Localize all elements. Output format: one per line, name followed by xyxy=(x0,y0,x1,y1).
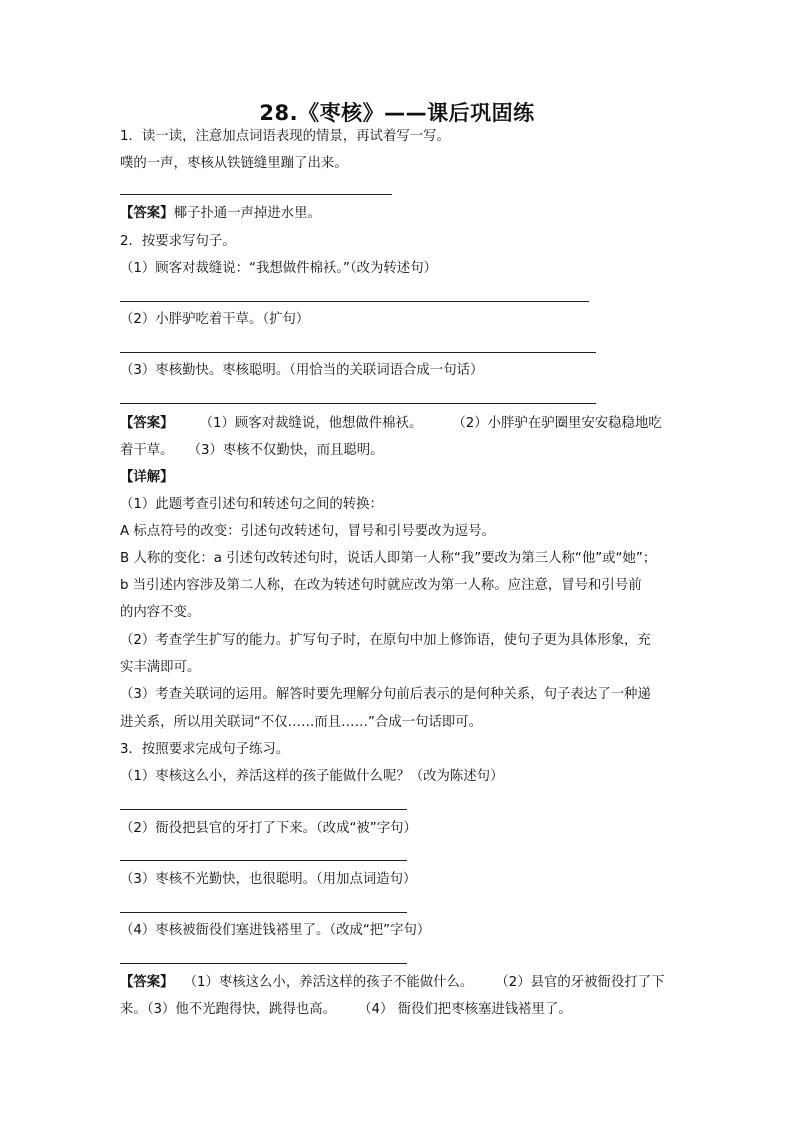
question-2-prompt: 2．按要求写句子。 xyxy=(120,234,236,249)
question-3-answer xyxy=(120,973,665,993)
question-3-sub-1: （1）枣核这么小，养活这样的孩子能做什么呢？（改为陈述句） xyxy=(120,769,504,784)
answer-blank-line xyxy=(120,809,407,810)
answer-blank-line xyxy=(120,403,596,404)
question-2-answer-cont xyxy=(120,441,384,461)
question-1-prompt: 1．读一读，注意加点词语表现的情景，再试着写一写。 xyxy=(120,129,450,144)
detail-line: b 当引述内容涉及第二人称，在改为转述句时就应改为第一人称。应注意，冒号和引号前 xyxy=(120,578,642,593)
question-3-sub-2: （2）衙役把县官的牙打了下来。（改成“被”字句） xyxy=(120,821,417,836)
answer-item-2-cont: 着干草。 xyxy=(120,443,174,458)
answer-item-1: （1）枣核这么小，养活这样的孩子不能做什么。 xyxy=(183,975,474,990)
answer-label: 【答案】 xyxy=(120,975,174,990)
answer-blank-line xyxy=(120,352,596,353)
answer-item-1: （1）顾客对裁缝说，他想做件棉袄。 xyxy=(199,416,423,431)
answer-blank-line xyxy=(120,194,392,195)
answer-blank-line xyxy=(120,912,407,913)
detail-line: （1）此题考查引述句和转述句之间的转换： xyxy=(120,497,383,512)
answer-item-3: （3）他不光跑得快，跳得也高。 xyxy=(146,1002,337,1017)
detail-line: 的内容不变。 xyxy=(120,605,201,620)
question-2-sub-1: （1）顾客对裁缝说：“我想做件棉袄。”（改为转述句） xyxy=(120,261,437,276)
detail-line: 实丰满即可。 xyxy=(120,660,201,675)
question-2-answer xyxy=(120,414,662,434)
answer-label: 【答案】 xyxy=(120,206,174,221)
question-1-answer xyxy=(120,204,321,224)
question-2-sub-3: （3）枣核勤快。枣核聪明。（用恰当的关联词语合成一句话） xyxy=(120,363,484,378)
answer-label: 【答案】 xyxy=(120,416,174,431)
answer-blank-line xyxy=(120,301,589,302)
answer-text: 椰子扑通一声掉进水里。 xyxy=(173,206,321,221)
question-3-prompt: 3．按照要求完成句子练习。 xyxy=(120,742,290,757)
detail-line: （2）考查学生扩写的能力。扩写句子时，在原句中加上修饰语，使句子更为具体形象，充 xyxy=(120,633,651,648)
answer-blank-line xyxy=(120,963,407,964)
answer-item-2: （2）县官的牙被衙役打了下 xyxy=(495,975,665,990)
detail-line: （3）考查关联词的运用。解答时要先理解分句前后表示的是何种关系，句子表达了一种递 xyxy=(120,687,651,702)
question-1-sentence: 噗的一声，枣核从铁链缝里蹦了出来。 xyxy=(120,156,348,171)
question-3-sub-3: （3）枣核不光勤快，也很聪明。（用加点词造句） xyxy=(120,872,417,887)
answer-item-2: （2）小胖驴在驴圈里安安稳稳地吃 xyxy=(452,416,662,431)
answer-item-3: （3）枣核不仅勤快，而且聪明。 xyxy=(187,443,384,458)
detail-line: B 人称的变化：a 引述句改转述句时，说话人即第一人称“我”要改为第三人称“他”或“她”； xyxy=(120,551,657,566)
question-3-sub-4: （4）枣核被衙役们塞进钱褡里了。（改成“把”字句） xyxy=(120,923,431,938)
answer-blank-line xyxy=(120,860,407,861)
answer-item-2-cont: 来。 xyxy=(120,1002,147,1017)
question-2-sub-2: （2）小胖驴吃着干草。（扩句） xyxy=(120,312,310,327)
question-3-answer-cont xyxy=(120,1000,572,1020)
page-title: 28.《枣核》——课后巩固练 xyxy=(259,101,535,125)
detail-line: A 标点符号的改变：引述句改转述句，冒号和引号要改为逗号。 xyxy=(120,524,495,539)
detail-line: 进关系，所以用关联词“不仅……而且……”合成一句话即可。 xyxy=(120,715,483,730)
detail-label: 【详解】 xyxy=(120,470,174,485)
answer-item-4: （4） 衙役们把枣核塞进钱褡里了。 xyxy=(358,1002,572,1017)
